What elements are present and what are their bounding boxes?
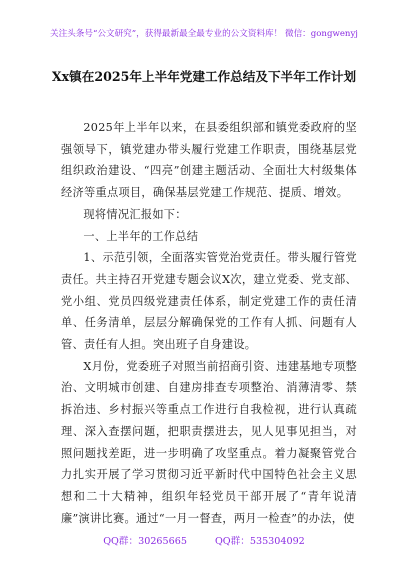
document-body [61, 117, 357, 529]
body-paragraph-report-lead: 现将情况汇报如下： [83, 207, 187, 221]
document-title: Xx镇在2025年上半年党建工作总结及下半年工作计划 [51, 69, 357, 84]
section-heading-first-half: 一、上半年的工作总结 [83, 229, 199, 243]
footer-qq-group-2: QQ群：535304092 [214, 536, 305, 547]
body-paragraph-intro: 2025年上半年以来，在县委组织部和镇党委政府的坚强领导下，镇党建办带头履行党建工作职责，围绕基层党组织政治建设、“四亮”创建主题活动、全面壮大村级集体经济等重点项目，确保基层党建工作规范、提质、增效。 [61, 121, 357, 200]
footer-qq-group-1: QQ群：30265665 [103, 536, 187, 547]
body-paragraph-month-review: X月份，党委班子对照当前招商引资、违建基地专项整治、文明城市创建、自建房排查专项整治、消薄清零、禁拆治违、乡村振兴等重点工作进行自我检视，进行认真疏理、深入查摆问题，把职责摆进去，见人见事见担当，对照问题找差距，进一步明确了攻坚重点。着力凝聚管党合力扎实开展了学习贯彻习近平新时代中国特色社会主义思想和二十大精神，组织年轻党员干部开展了“青年说清廉”演讲比赛。通过“一月一督查，两月一检查”的办法，使 [61, 359, 357, 525]
body-paragraph-item-1: 1、示范引领，全面落实管党治党责任。带头履行管党责任。共主持召开党建专题会议X次，建立党委、党支部、党小组、党员四级党建责任体系，制定党建工作的责任清单、任务清单，层层分解确保党的工作有人抓、问题有人管、责任有人担。突出班子自身建设。 [61, 251, 357, 352]
header-banner: 关注头条号“公文研究”，获得最新最全最专业的公文资料库！ 微信：gongwenyj [50, 29, 358, 39]
footer-qq-groups [0, 533, 408, 547]
